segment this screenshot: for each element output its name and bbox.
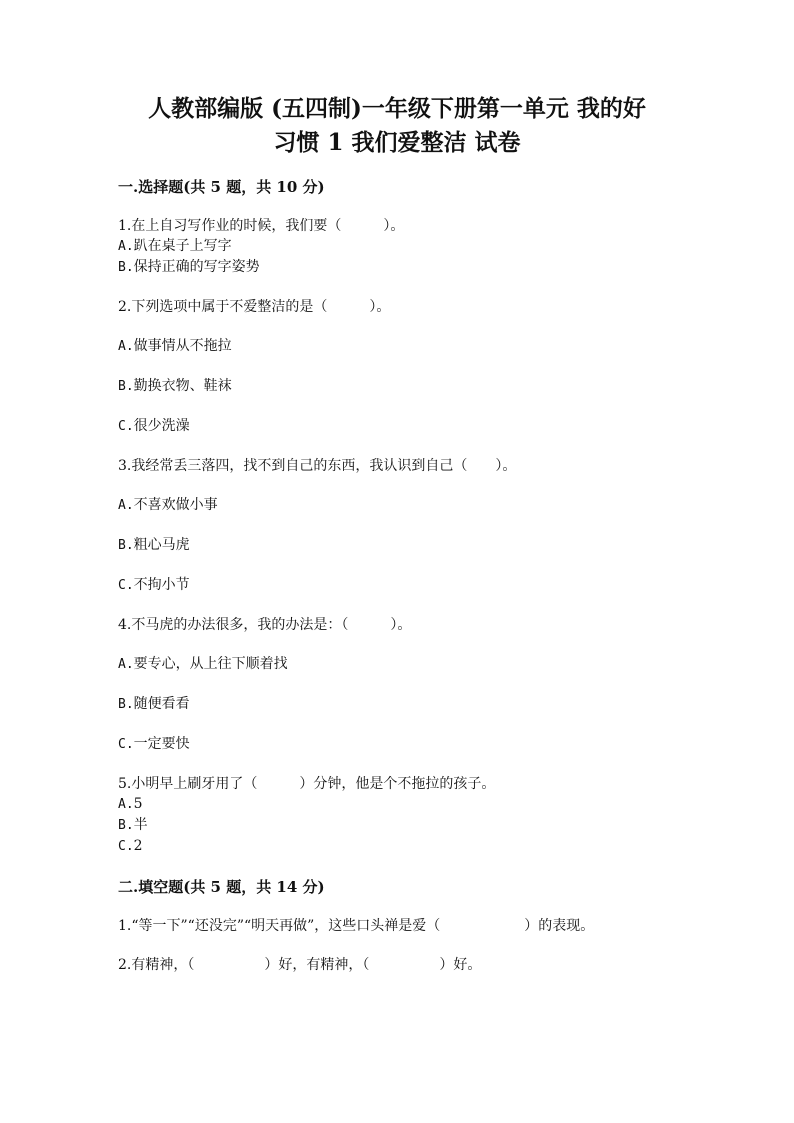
question-1 (118, 216, 688, 278)
question-5 (118, 774, 688, 857)
question-stem: 3.我经常丢三落四，找不到自己的东西，我认识到自己（ ）。 (118, 458, 517, 474)
option-a: A.做事情从不拖拉 (118, 338, 232, 354)
question-stem: 4.不马虎的办法很多，我的办法是：（ ）。 (118, 617, 412, 633)
question-4 (118, 615, 688, 755)
question-stem: 2.下列选项中属于不爱整洁的是（ ）。 (118, 299, 391, 315)
option-a: A.5 (118, 796, 143, 812)
option-b: B.勤换衣物、鞋袜 (118, 378, 232, 394)
option-b: B.随便看看 (118, 696, 190, 712)
title-line-2: 习惯 1 我们爱整洁 试卷 (273, 129, 521, 156)
option-b: B.半 (118, 817, 148, 833)
title-line-1: 人教部编版 (五四制)一年级下册第一单元 我的好 (148, 95, 646, 122)
option-c: C.2 (118, 838, 143, 854)
question-stem: 5.小明早上刷牙用了（ ）分钟，他是个不拖拉的孩子。 (118, 776, 496, 792)
question-stem: 1.在上自习写作业的时候，我们要（ ）。 (118, 218, 405, 234)
option-a: A.不喜欢做小事 (118, 497, 218, 513)
fill-question-2: 2.有精神，（ ）好，有精神，（ ）好。 (118, 957, 482, 973)
option-b: B.粗心马虎 (118, 537, 190, 553)
option-c: C.很少洗澡 (118, 418, 190, 434)
section-header-choice: 一.选择题(共 5 题，共 10 分) (118, 178, 325, 196)
document-body (118, 176, 688, 975)
question-3 (118, 456, 688, 596)
question-2 (118, 297, 688, 437)
fill-question-1: 1.“等一下”“还没完”“明天再做”，这些口头禅是爱（ ）的表现。 (118, 918, 595, 934)
option-a: A.要专心，从上往下顺着找 (118, 656, 288, 672)
option-b: B.保持正确的写字姿势 (118, 259, 260, 275)
section-header-fill-blank: 二.填空题(共 5 题，共 14 分) (118, 878, 325, 896)
option-a: A.趴在桌子上写字 (118, 238, 232, 254)
option-c: C.一定要快 (118, 736, 190, 752)
option-c: C.不拘小节 (118, 577, 190, 593)
document-title (0, 92, 794, 160)
